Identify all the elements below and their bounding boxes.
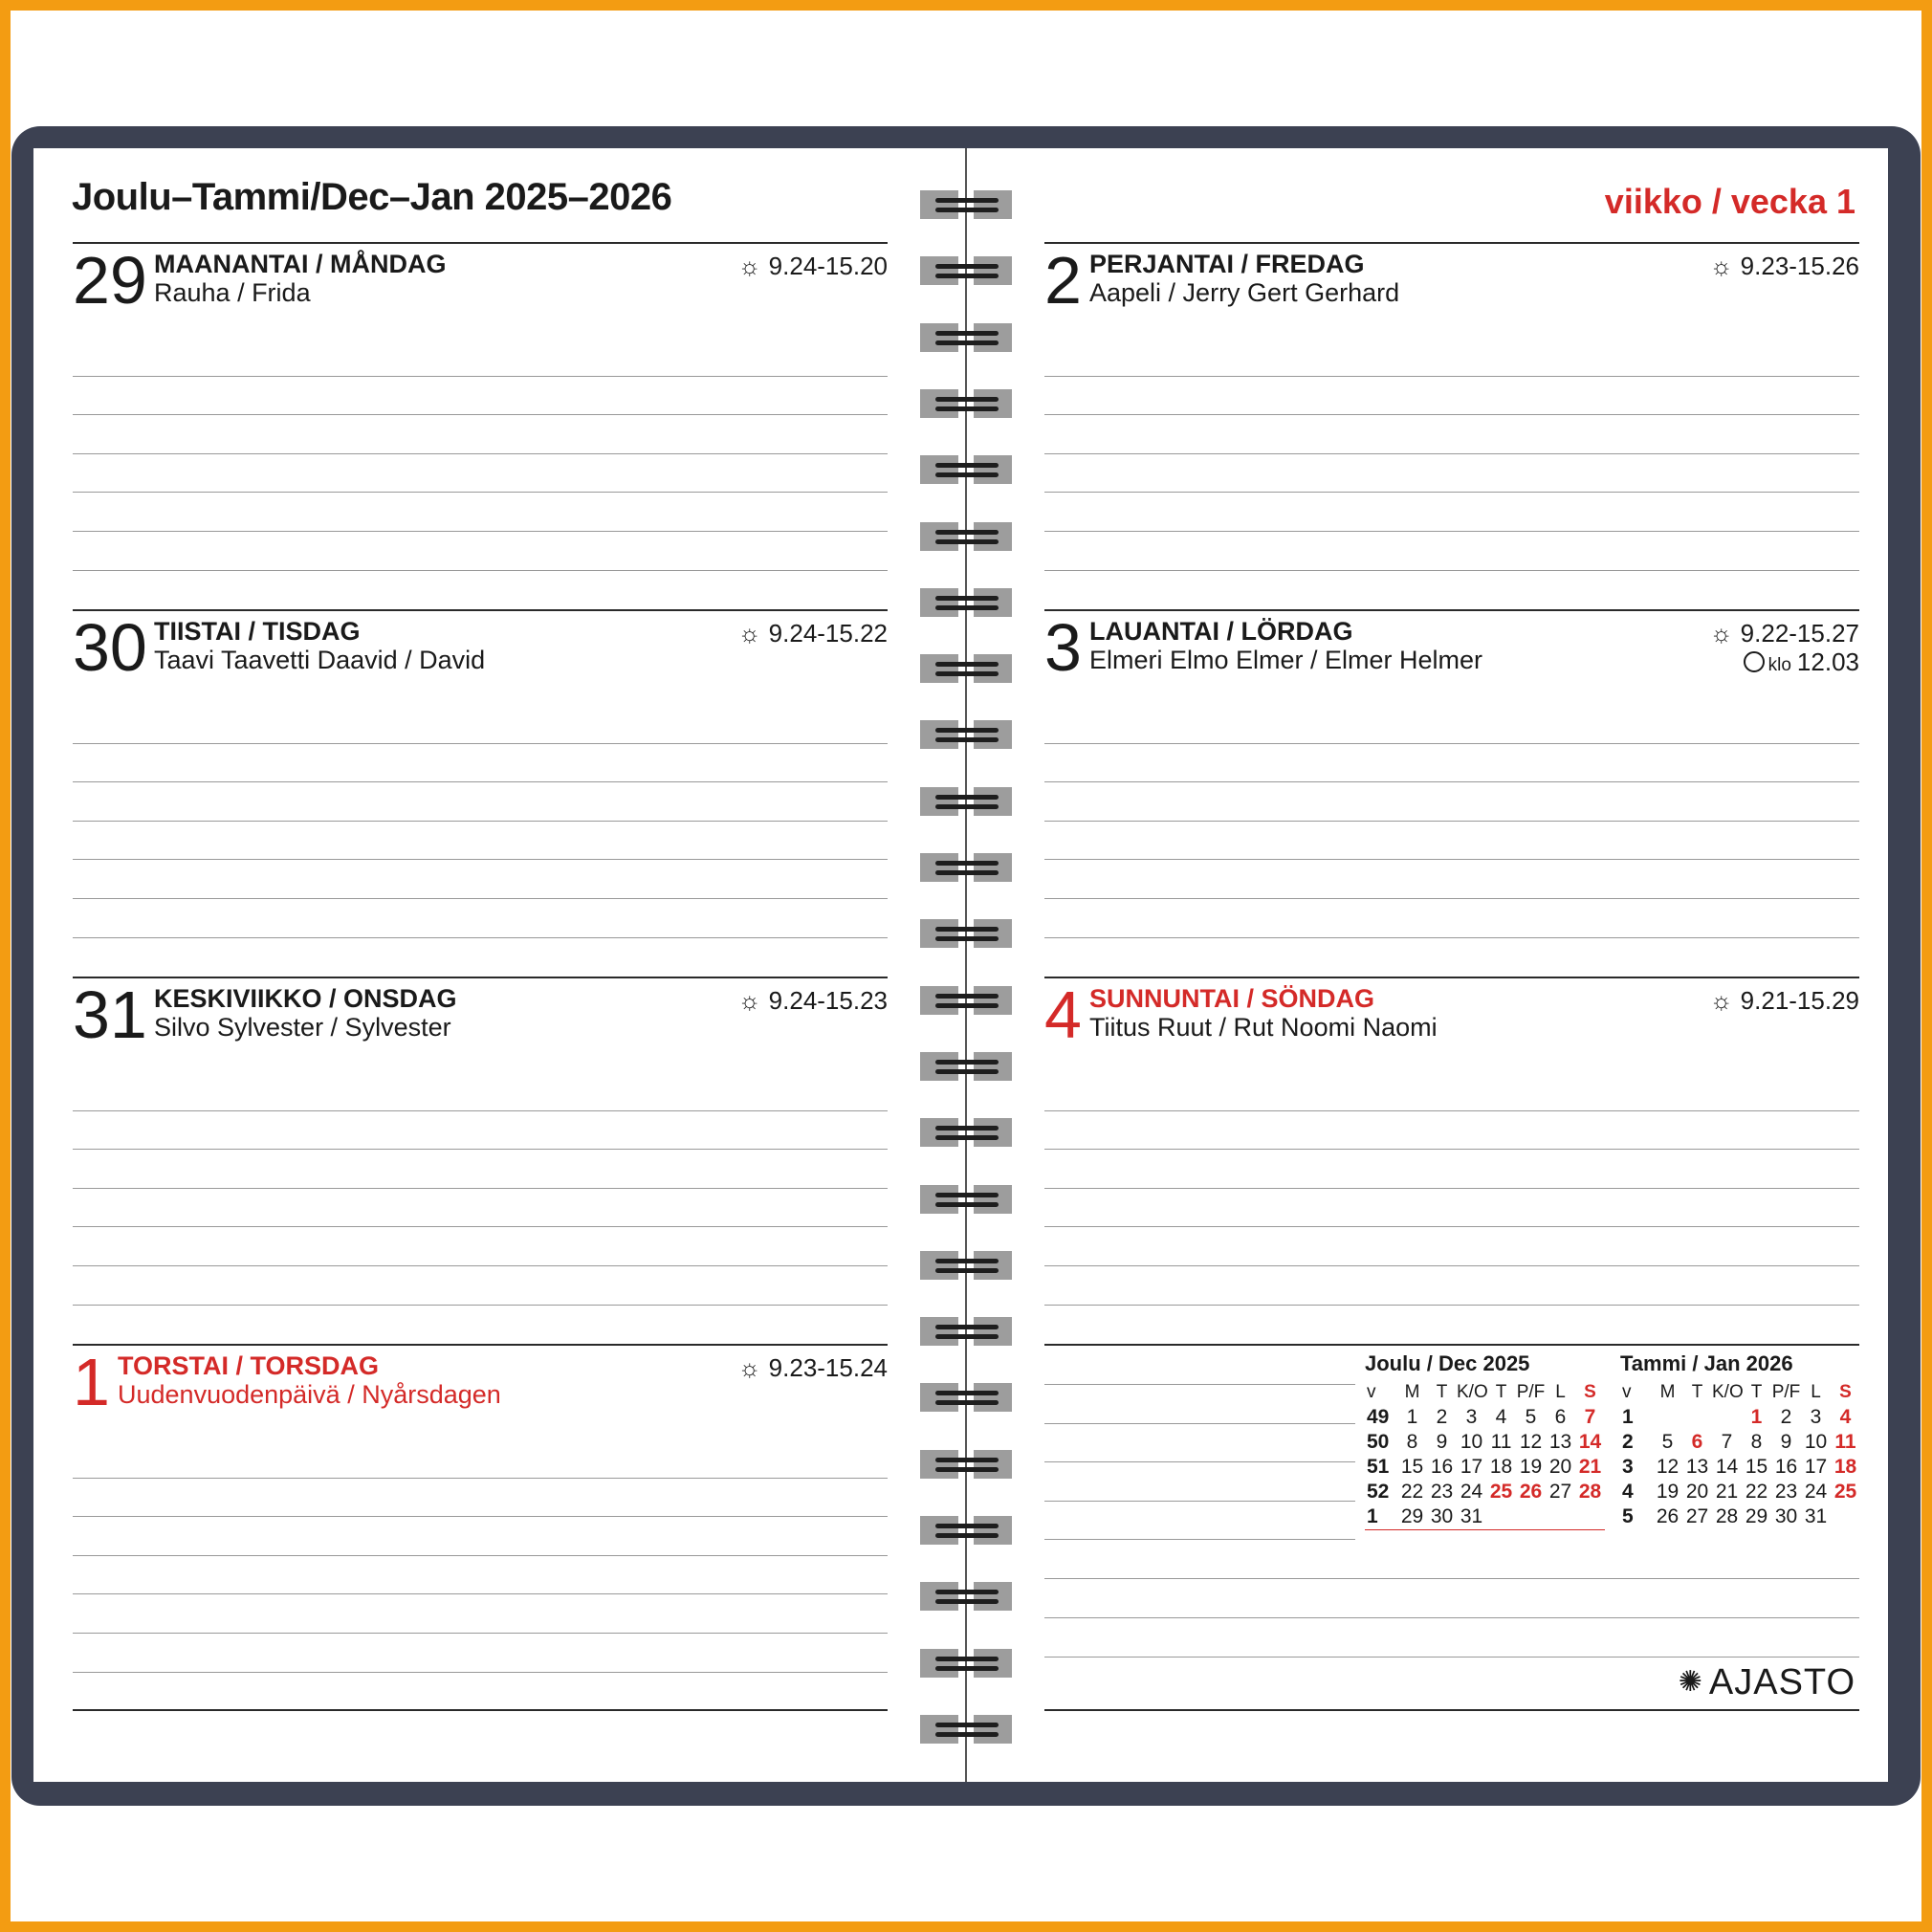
mini-calendar-title: Tammi / Jan 2026 xyxy=(1620,1351,1793,1375)
calendar-day: 16 xyxy=(1774,1456,1798,1478)
moon-time: 12.03 xyxy=(1796,648,1859,676)
writing-line xyxy=(73,531,888,532)
spiral-ring xyxy=(920,522,1012,551)
writing-line xyxy=(1044,414,1859,415)
sun-time-text: 9.24-15.22 xyxy=(768,619,888,648)
spiral-ring xyxy=(920,455,1012,484)
week-number: 1 xyxy=(1622,1406,1634,1428)
calendar-day: 31 xyxy=(1804,1505,1828,1527)
calendar-day: 20 xyxy=(1548,1456,1572,1478)
day-number: 4 xyxy=(1044,977,1082,1052)
writing-line xyxy=(73,570,888,571)
calendar-day: 13 xyxy=(1548,1431,1572,1453)
spiral-ring xyxy=(920,190,1012,219)
writing-line xyxy=(73,1305,888,1306)
calendar-day: 27 xyxy=(1685,1505,1709,1527)
calendar-day: 11 xyxy=(1490,1431,1512,1453)
weekday-header: K/O xyxy=(1457,1382,1488,1402)
writing-line xyxy=(73,376,888,377)
mini-calendar-header-row xyxy=(1365,1380,1605,1405)
calendar-day: 3 xyxy=(1810,1406,1822,1428)
writing-line xyxy=(1044,531,1859,532)
writing-line xyxy=(73,743,888,744)
writing-line xyxy=(1044,859,1859,860)
spiral-ring xyxy=(920,1118,1012,1147)
calendar-day: 3 xyxy=(1465,1406,1478,1428)
sun-times xyxy=(738,1353,888,1383)
writing-line xyxy=(73,1226,888,1227)
day-name: TORSTAI / TORSDAG xyxy=(118,1351,380,1380)
writing-line xyxy=(1044,898,1859,899)
writing-line xyxy=(73,1633,888,1634)
week-number: viikko / vecka 1 xyxy=(1604,182,1855,221)
sun-time-text: 9.22-15.27 xyxy=(1740,619,1859,648)
calendar-day: 21 xyxy=(1715,1481,1739,1503)
name-day: Uudenvuodenpäivä / Nyårsdagen xyxy=(118,1380,501,1409)
bottom-rule xyxy=(73,1709,888,1711)
spiral-ring xyxy=(920,389,1012,418)
calendar-day xyxy=(1486,1504,1516,1529)
calendar-day: 4 xyxy=(1495,1406,1507,1428)
sun-time-text: 9.23-15.26 xyxy=(1740,252,1859,280)
name-day: Silvo Sylvester / Sylvester xyxy=(154,1013,451,1042)
calendar-day: 19 xyxy=(1656,1481,1680,1503)
day-section-mon xyxy=(73,242,888,610)
calendar-day: 17 xyxy=(1804,1456,1828,1478)
calendar-day xyxy=(1575,1504,1605,1529)
sun-times xyxy=(1710,619,1859,648)
calendar-day: 17 xyxy=(1460,1456,1483,1478)
calendar-day: 12 xyxy=(1519,1431,1543,1453)
calendar-day xyxy=(1712,1405,1742,1430)
calendar-day: 22 xyxy=(1745,1481,1768,1503)
spiral-ring xyxy=(920,588,1012,617)
weekday-header: T xyxy=(1436,1382,1448,1402)
sun-icon: ☼ xyxy=(737,619,761,648)
spiral-ring xyxy=(920,1649,1012,1678)
calendar-day: 15 xyxy=(1400,1456,1424,1478)
calendar-day: 2 xyxy=(1436,1406,1448,1428)
spiral-ring xyxy=(920,1317,1012,1346)
sun-times xyxy=(738,619,888,648)
mini-calendar-week-row xyxy=(1365,1430,1605,1455)
mini-calendar-grid xyxy=(1620,1380,1860,1529)
calendar-day: 9 xyxy=(1780,1431,1792,1453)
calendar-day: 15 xyxy=(1745,1456,1768,1478)
calendar-day: 22 xyxy=(1400,1481,1424,1503)
calendar-day: 25 xyxy=(1489,1481,1513,1503)
writing-line xyxy=(1044,1657,1859,1658)
spiral-ring xyxy=(920,1450,1012,1479)
day-name: PERJANTAI / FREDAG xyxy=(1089,250,1365,278)
weekday-header: v xyxy=(1622,1382,1632,1402)
calendar-day: 8 xyxy=(1750,1431,1763,1453)
calendar-day: 25 xyxy=(1833,1481,1857,1503)
writing-line xyxy=(1044,1188,1859,1189)
day-section-sun xyxy=(1044,977,1859,1345)
spiral-ring xyxy=(920,323,1012,352)
calendar-day: 20 xyxy=(1685,1481,1709,1503)
calendar-day: 27 xyxy=(1548,1481,1572,1503)
mini-calendar-week-row xyxy=(1365,1455,1605,1480)
day-name: SUNNUNTAI / SÖNDAG xyxy=(1089,984,1375,1013)
sun-icon: ☼ xyxy=(737,1353,761,1382)
mini-calendar-header-row xyxy=(1620,1380,1860,1405)
spiral-ring xyxy=(920,1383,1012,1412)
bottom-rule xyxy=(1044,1709,1859,1711)
spiral-ring xyxy=(920,1516,1012,1545)
writing-line xyxy=(1044,1110,1859,1111)
spiral-ring xyxy=(920,654,1012,683)
writing-line xyxy=(1044,821,1859,822)
weekday-header: M xyxy=(1659,1382,1676,1402)
calendar-day: 18 xyxy=(1833,1456,1857,1478)
calendar-day: 9 xyxy=(1436,1431,1448,1453)
writing-line xyxy=(73,1188,888,1189)
calendar-day xyxy=(1682,1405,1712,1430)
weekday-header: S xyxy=(1839,1382,1852,1402)
writing-line xyxy=(1044,1305,1859,1306)
writing-line xyxy=(1044,492,1859,493)
writing-line xyxy=(73,859,888,860)
calendar-day: 24 xyxy=(1460,1481,1483,1503)
weekday-header: T xyxy=(1495,1382,1507,1402)
writing-line xyxy=(1044,1149,1859,1150)
calendar-day: 30 xyxy=(1774,1505,1798,1527)
spiral-ring xyxy=(920,720,1012,749)
mini-calendar-title: Joulu / Dec 2025 xyxy=(1365,1351,1530,1375)
writing-line xyxy=(1044,1384,1355,1385)
week-number: 5 xyxy=(1622,1505,1634,1527)
day-number: 2 xyxy=(1044,243,1082,318)
calendar-day: 5 xyxy=(1661,1431,1674,1453)
writing-line xyxy=(73,1478,888,1479)
week-number: 50 xyxy=(1367,1431,1390,1453)
mini-calendar-jan-2026 xyxy=(1620,1351,1860,1529)
name-day: Elmeri Elmo Elmer / Elmer Helmer xyxy=(1089,646,1483,674)
day-section-wed xyxy=(73,977,888,1345)
writing-line xyxy=(73,492,888,493)
spiral-ring xyxy=(920,1052,1012,1081)
weekday-header: T xyxy=(1750,1382,1763,1402)
sun-times xyxy=(1710,986,1859,1016)
writing-line xyxy=(1044,1539,1355,1540)
page-title: Joulu–Tammi/Dec–Jan 2025–2026 xyxy=(72,176,672,218)
mini-calendar-dec-2025 xyxy=(1365,1351,1605,1530)
writing-line xyxy=(1044,1423,1355,1424)
writing-line xyxy=(1044,781,1859,782)
calendar-day: 14 xyxy=(1715,1456,1739,1478)
sun-time-text: 9.21-15.29 xyxy=(1740,986,1859,1015)
calendar-day xyxy=(1653,1405,1682,1430)
writing-line xyxy=(73,1672,888,1673)
spiral-ring xyxy=(920,919,1012,948)
calendar-day: 30 xyxy=(1430,1505,1454,1527)
day-section-fri xyxy=(1044,242,1859,610)
week-number: 51 xyxy=(1367,1456,1390,1478)
weekday-header: P/F xyxy=(1516,1382,1546,1402)
calendar-day: 1 xyxy=(1406,1406,1418,1428)
spiral-ring xyxy=(920,1251,1012,1280)
calendar-day: 1 xyxy=(1750,1406,1763,1428)
moon-klo-label: klo xyxy=(1767,655,1791,675)
calendar-day: 28 xyxy=(1578,1481,1602,1503)
writing-line xyxy=(73,1149,888,1150)
day-section-tue xyxy=(73,609,888,977)
calendar-day: 8 xyxy=(1406,1431,1418,1453)
calendar-day: 10 xyxy=(1804,1431,1828,1453)
week-number: 52 xyxy=(1367,1481,1390,1503)
week-number: 2 xyxy=(1622,1431,1634,1453)
writing-line xyxy=(73,1555,888,1556)
mini-calendar-week-row xyxy=(1620,1455,1860,1480)
week-number: 4 xyxy=(1622,1481,1634,1503)
day-number: 1 xyxy=(73,1345,110,1419)
writing-line xyxy=(73,1516,888,1517)
writing-line xyxy=(73,1265,888,1266)
mini-calendar-week-row xyxy=(1620,1405,1860,1430)
writing-line xyxy=(73,1593,888,1594)
calendar-day: 31 xyxy=(1460,1505,1483,1527)
spiral-ring xyxy=(920,787,1012,816)
weekday-header: P/F xyxy=(1771,1382,1801,1402)
full-moon-icon xyxy=(1744,651,1765,672)
weekday-header: T xyxy=(1691,1382,1703,1402)
weekday-header: M xyxy=(1404,1382,1420,1402)
calendar-day: 28 xyxy=(1715,1505,1739,1527)
weekday-header: K/O xyxy=(1712,1382,1744,1402)
writing-line xyxy=(1044,1617,1859,1618)
calendar-day: 29 xyxy=(1745,1505,1768,1527)
calendar-day: 16 xyxy=(1430,1456,1454,1478)
spiral-ring xyxy=(920,256,1012,285)
spiral-ring xyxy=(920,1582,1012,1611)
writing-line xyxy=(73,1110,888,1111)
sun-icon: ☼ xyxy=(1709,986,1733,1015)
day-name: TIISTAI / TISDAG xyxy=(154,617,361,646)
name-day: Taavi Taavetti Daavid / David xyxy=(154,646,486,674)
calendar-day: 23 xyxy=(1430,1481,1454,1503)
calendar-day: 5 xyxy=(1525,1406,1537,1428)
calendar-day: 13 xyxy=(1685,1456,1709,1478)
mini-calendar-week-row xyxy=(1365,1504,1605,1530)
writing-line xyxy=(1044,1461,1355,1462)
writing-line xyxy=(73,821,888,822)
week-number: 49 xyxy=(1367,1406,1390,1428)
ajasto-logo xyxy=(1679,1662,1855,1703)
calendar-day: 24 xyxy=(1804,1481,1828,1503)
sun-icon: ☼ xyxy=(737,986,761,1015)
calendar-day: 12 xyxy=(1656,1456,1680,1478)
calendar-day: 29 xyxy=(1400,1505,1424,1527)
calendar-day: 11 xyxy=(1834,1431,1856,1453)
calendar-day: 10 xyxy=(1460,1431,1483,1453)
writing-line xyxy=(73,453,888,454)
week-number: 3 xyxy=(1622,1456,1634,1478)
day-number: 30 xyxy=(73,610,147,685)
name-day: Aapeli / Jerry Gert Gerhard xyxy=(1089,278,1400,307)
writing-line xyxy=(73,898,888,899)
sun-time-text: 9.24-15.23 xyxy=(768,986,888,1015)
writing-line xyxy=(73,414,888,415)
calendar-day: 14 xyxy=(1578,1431,1602,1453)
writing-line xyxy=(1044,1578,1859,1579)
mini-calendar-week-row xyxy=(1365,1405,1605,1430)
calendar-day: 26 xyxy=(1519,1481,1543,1503)
sun-times xyxy=(738,986,888,1016)
logo-text: AJASTO xyxy=(1708,1662,1855,1702)
writing-line xyxy=(73,781,888,782)
calendar-day: 21 xyxy=(1578,1456,1602,1478)
day-name: LAUANTAI / LÖRDAG xyxy=(1089,617,1353,646)
week-number: 1 xyxy=(1367,1505,1378,1527)
calendar-day: 6 xyxy=(1691,1431,1703,1453)
calendar-day: 2 xyxy=(1780,1406,1792,1428)
weekday-header: v xyxy=(1367,1382,1376,1402)
calendar-day xyxy=(1546,1504,1575,1529)
mini-calendar-week-row xyxy=(1620,1504,1860,1529)
calendar-day xyxy=(1516,1504,1546,1529)
sun-icon: ☼ xyxy=(737,252,761,280)
calendar-day: 18 xyxy=(1489,1456,1513,1478)
day-number: 29 xyxy=(73,243,147,318)
calendar-day xyxy=(1831,1504,1860,1529)
sun-time-text: 9.23-15.24 xyxy=(768,1353,888,1382)
sun-times xyxy=(1710,252,1859,281)
mini-calendar-week-row xyxy=(1365,1480,1605,1504)
mini-calendar-week-row xyxy=(1620,1430,1860,1455)
weekday-header: L xyxy=(1811,1382,1821,1402)
name-day: Tiitus Ruut / Rut Noomi Naomi xyxy=(1089,1013,1438,1042)
sun-icon: ☼ xyxy=(1709,252,1733,280)
spiral-ring xyxy=(920,1185,1012,1214)
ajasto-star-icon: ✺ xyxy=(1678,1666,1703,1698)
writing-line xyxy=(1044,1501,1355,1502)
writing-line xyxy=(1044,1265,1859,1266)
calendar-day: 7 xyxy=(1721,1431,1733,1453)
writing-line xyxy=(1044,453,1859,454)
day-number: 3 xyxy=(1044,610,1082,685)
writing-line xyxy=(1044,570,1859,571)
day-name: MAANANTAI / MÅNDAG xyxy=(154,250,447,278)
calendar-day: 7 xyxy=(1584,1406,1596,1428)
writing-line xyxy=(1044,376,1859,377)
spiral-ring xyxy=(920,1715,1012,1744)
calendar-day: 19 xyxy=(1519,1456,1543,1478)
writing-line xyxy=(1044,1226,1859,1227)
weekday-header: L xyxy=(1555,1382,1566,1402)
spiral-ring xyxy=(920,986,1012,1015)
spiral-ring xyxy=(920,853,1012,882)
writing-line xyxy=(1044,743,1859,744)
calendar-day: 23 xyxy=(1774,1481,1798,1503)
calendar-day: 4 xyxy=(1839,1406,1852,1428)
moon-phase xyxy=(1744,648,1859,677)
day-number: 31 xyxy=(73,977,147,1052)
sun-times xyxy=(738,252,888,281)
writing-line xyxy=(73,937,888,938)
mini-calendar-week-row xyxy=(1620,1480,1860,1504)
name-day: Rauha / Frida xyxy=(154,278,311,307)
sun-icon: ☼ xyxy=(1709,619,1733,648)
sun-time-text: 9.24-15.20 xyxy=(768,252,888,280)
weekday-header: S xyxy=(1584,1382,1596,1402)
writing-line xyxy=(1044,937,1859,938)
day-section-thu xyxy=(73,1344,888,1712)
calendar-day: 26 xyxy=(1656,1505,1680,1527)
calendar-day: 6 xyxy=(1554,1406,1567,1428)
day-name: KESKIVIIKKO / ONSDAG xyxy=(154,984,457,1013)
mini-calendar-grid xyxy=(1365,1380,1605,1530)
day-section-sat xyxy=(1044,609,1859,977)
